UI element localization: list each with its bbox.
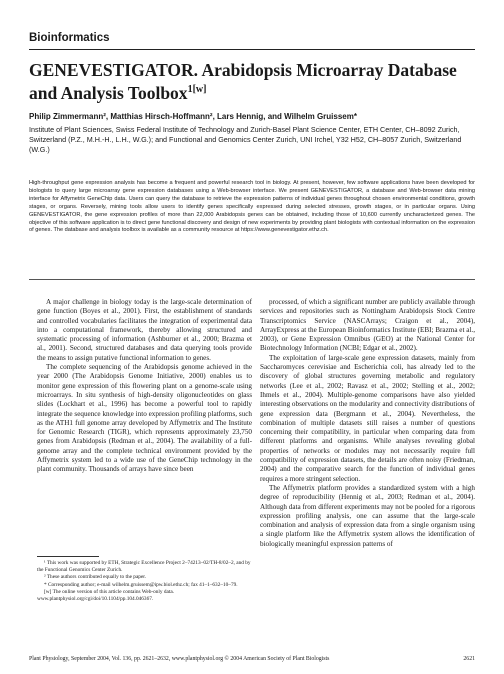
page-footer (29, 656, 475, 662)
body-paragraph: processed, of which a significant number are publicly available through services and repositories such as Nottingham Arabidopsis Stock Centre Transcriptomics Service (NASCArrays; Craigon et al., 2004), ArrayExpress at the European Bioinformatics Institute (EBI; Brazma et al., 2003), or Gene Expression Omnibus (GEO) at the National Center for Biotechnology Information (NCBI; Edgar et al., 2002). (260, 298, 475, 353)
article-title-text: GENEVESTIGATOR. Arabidopsis Microarray Database and Analysis Toolbox (29, 60, 457, 103)
article-title (29, 60, 469, 103)
body-column-left (37, 298, 252, 475)
page-number: 2621 (463, 656, 475, 662)
journal-citation: Plant Physiology, September 2004, Vol. 136, pp. 2621–2632, www.plantphysiol.org © 2004 American Society of Plant Biologists (29, 656, 330, 662)
footnote: * Corresponding author; e-mail wilhelm.gruissem@ipw.biol.ethz.ch; fax 41–1–632–10–79. (44, 581, 238, 588)
body-paragraph: The Affymetrix platform provides a standardized system with a high degree of reproducibility (Hennig et al., 2003; Redman et al., 2004). Although data from different experiments may not be pooled for a rigorous expression profiling analysis, one can assume that the large-scale combination and analysis of expression data from a single organism using a single platform like the Affymetrix system allows the identification of biologically meaningful expression patterns of (260, 483, 475, 548)
abstract-rule (29, 279, 475, 280)
affiliation: Institute of Plant Sciences, Swiss Federal Institute of Technology and Zurich-Basel Plant Science Center, ETH Center, CH–8092 Zurich, Switzerland (P.Z., M.H.-H., L.H., W.G.); and Functional and Genomics Center Zurich, UNI Irchel, Y32 H52, CH–8057 Zurich, Switzerland (W.G.) (29, 125, 462, 154)
footnote: [w] The online version of this article contains Web-only data. www.plantphysiol.org/cgi/doi/10.1104/pp.104.046367. (37, 588, 174, 603)
body-paragraph: The complete sequencing of the Arabidopsis genome achieved in the year 2000 (The Arabidopsis Genome Initiative, 2000) enables us to monitor gene expression of this flowering plant on a genome-scale using microarrays. In situ synthesis of high-density oligonucleotides on glass slides (Lockhart et al., 1996) has become a powerful tool to rapidly integrate the sequence knowledge into expression profiling platforms, such as the ATH1 full genome array developed by Affymetrix and The Institute for Genomic Research (TIGR), which represents approximately 23,750 genes from Arabidopsis (Redman et al., 2004). The availability of a full-genome array and the complete technical environment provided by the Affymetrix system led to a wide use of the GeneChip technology in the plant community. Thousands of arrays have since been (37, 363, 252, 474)
body-paragraph: A major challenge in biology today is the large-scale determination of gene function (Boyes et al., 2001). First, the establishment of standards and controlled vocabularies facilitates the integration of experimental data into a computational framework, thereby allowing structured and systematic processing of information (Ashburner et al., 2000; Brazma et al., 2001). Second, structured databases and data querying tools provide the means to assign putative functional information to genes. (37, 298, 252, 362)
title-footnote-marker: 1[w] (187, 84, 207, 95)
footnote-rule (37, 556, 99, 557)
footnotes (37, 560, 252, 603)
abstract: High-throughput gene expression analysis has become a frequent and powerful research tool in biology. At present, however, few software applications have been developed for biologists to query large microarray gene expression databases using a Web-browser interface. We present GENEVESTIGATOR, a database and Web-browser data mining interface for Affymetrix GeneChip data. Users can query the database to retrieve the expression patterns of individual genes throughout chosen environmental conditions, growth stages, or organs. Reversely, mining tools allow users to identify genes specifically expressed during selected stresses, growth stages, or in particular organs. Using GENEVESTIGATOR, the gene expression profiles of more than 22,000 Arabidopsis genes can be obtained, including those of 10,600 currently uncharacterized genes. The objective of this software application is to direct gene functional discovery and design of new experiments by providing plant biologists with contextual information on the expression of genes. The database and analysis toolbox is available as a community resource at https://www.genevestigator.ethz.ch. (29, 180, 475, 234)
body-paragraph: The exploitation of large-scale gene expression datasets, mainly from Saccharomyces cerevisiae and Escherichia coli, has already led to the discovery of global structures governing metabolic and regulatory networks (Lee et al., 2002; Ravasz et al., 2002; Stelling et al., 2002; Ihmels et al., 2004). Multiple-genome comparisons have also yielded interesting observations on the modularity and connectivity distributions of gene expression data (Bergmann et al., 2004). Nevertheless, the combination of multiple datasets still raises a number of questions concerning their compatibility, in particular when comparing data from different platforms and organisms. While analyses revealing global properties of networks or modules may not necessarily require full compatibility of expression datasets, the details are often noisy (Friedman, 2004) and the comparative search for the function of individual genes requires a more stringent selection. (260, 353, 475, 483)
footnote: ¹ This work was supported by ETH, Strategic Excellence Project 2–74213–02/TH-8/02–2, and by the Functional Genomics Center Zurich. (37, 560, 251, 574)
body-column-right (260, 298, 475, 549)
section-label: Bioinformatics (29, 32, 110, 44)
footnote: ² These authors contributed equally to the paper. (44, 574, 147, 581)
author-list: Philip Zimmermann², Matthias Hirsch-Hoffmann², Lars Hennig, and Wilhelm Gruissem* (29, 112, 357, 121)
header-rule (29, 49, 475, 50)
